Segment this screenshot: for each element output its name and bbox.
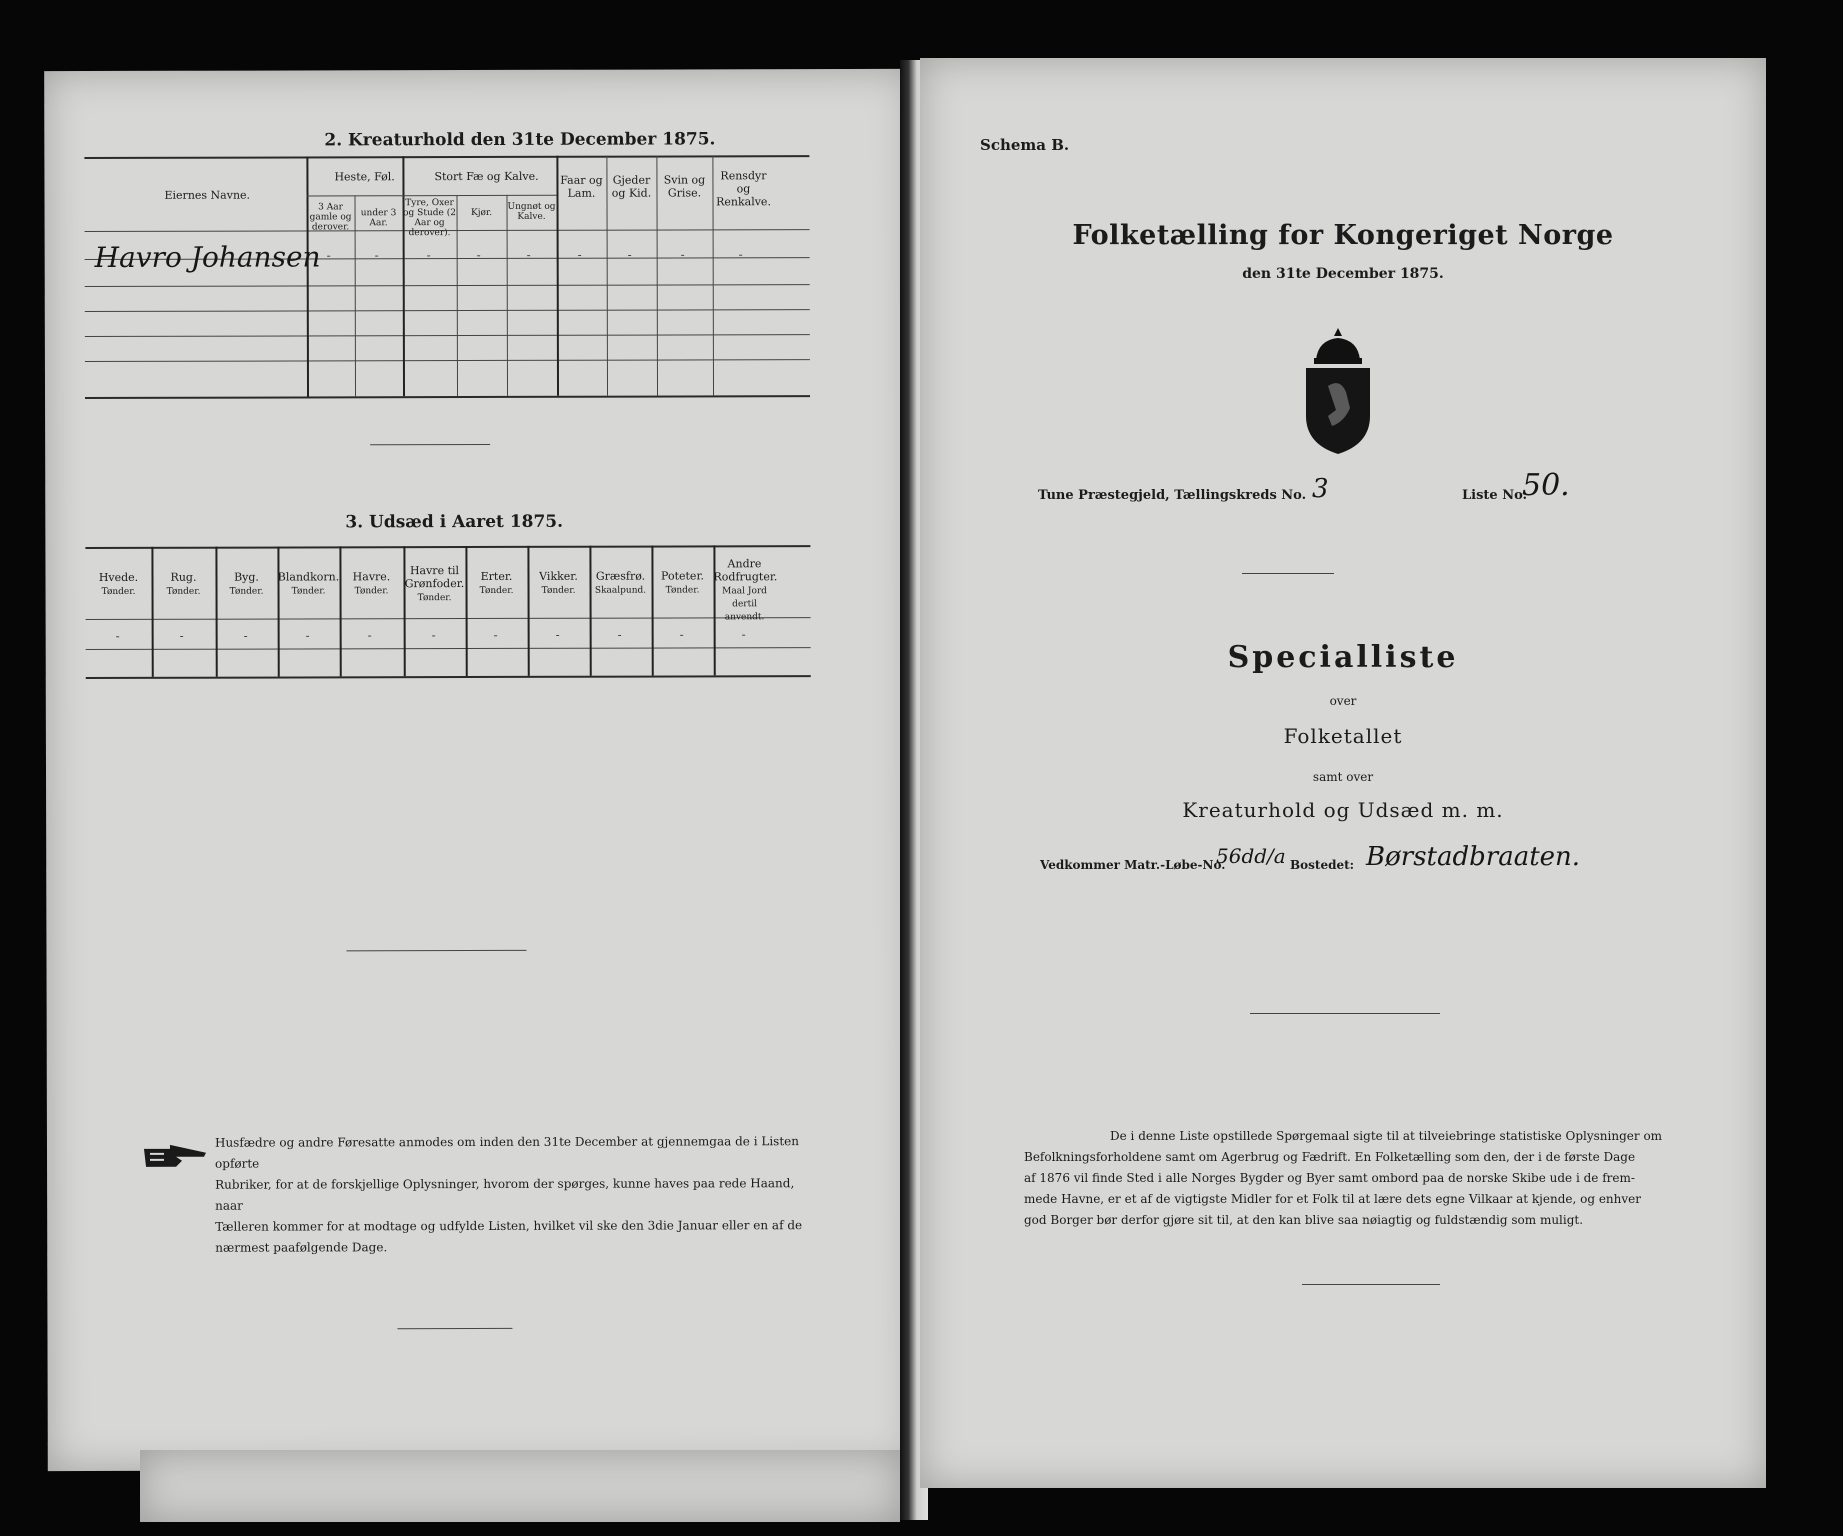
sowing-value: - bbox=[367, 628, 372, 643]
sheep-header: Faar og Lam. bbox=[560, 173, 603, 200]
matr-label: Vedkommer Matr.-Løbe-No. bbox=[1040, 858, 1226, 872]
cattle-header: Stort Fæ og Kalve. bbox=[434, 169, 539, 184]
census-date: den 31te December 1875. bbox=[1242, 266, 1444, 282]
livestock-value: - bbox=[680, 247, 685, 262]
livestock-value: - bbox=[627, 247, 632, 262]
sowing-value: - bbox=[179, 628, 184, 643]
livestock-value: - bbox=[577, 247, 582, 262]
matr-number: 56dd/a bbox=[1216, 844, 1286, 868]
livestock-value: - bbox=[426, 248, 431, 263]
reindeer-header: Rensdyr og Renkalve. bbox=[716, 169, 771, 209]
pigs-header: Svin og Grise. bbox=[663, 173, 706, 200]
notice-text: Husfædre og andre Føresatte anmodes om inden den 31te December at gjennemgaa de i Listen opførte Rubriker, for at de forskjellige Oplysninger, hvorom der spørges, kunne haves paa rede Haand, naar Tælleren kommer for at modtage og udfylde Listen, hvilket vil ske den 3die Januar eller en af de nærmest paafølgende Dage. bbox=[214, 1134, 803, 1255]
section3-title: 3. Udsæd i Aaret 1875. bbox=[345, 511, 564, 533]
cattle-sub-2: Ungnøt og Kalve. bbox=[507, 201, 556, 222]
right-page bbox=[920, 58, 1766, 1488]
sowing-header: Andre Rodfrugter. Maal Jord dertil anvendt. bbox=[713, 557, 778, 623]
livestock-value: - bbox=[526, 247, 531, 262]
kreaturhold-text: Kreaturhold og Udsæd m. m. bbox=[1182, 798, 1504, 822]
sowing-header: Rug. Tønder. bbox=[166, 570, 201, 597]
horses-sub-1: under 3 Aar. bbox=[360, 208, 397, 229]
sowing-header: Byg. Tønder. bbox=[229, 570, 264, 597]
cattle-sub-0: Tyre, Oxer og Stude (2 Aar og derover). bbox=[403, 198, 456, 239]
livestock-value: - bbox=[738, 247, 743, 262]
owner-name: Havro Johansen bbox=[94, 240, 321, 275]
sowing-value: - bbox=[679, 627, 684, 642]
coat-of-arms-icon bbox=[1298, 326, 1378, 456]
census-title: Folketælling for Kongeriget Norge bbox=[1072, 220, 1614, 251]
samt-over-text: samt over bbox=[1312, 770, 1374, 784]
sowing-header: Hvede. Tønder. bbox=[98, 570, 139, 597]
sowing-value: - bbox=[431, 628, 436, 643]
specialliste-heading: Specialliste bbox=[1227, 640, 1459, 675]
cattle-sub-1: Kjør. bbox=[470, 207, 493, 219]
livestock-value: - bbox=[326, 248, 331, 263]
sowing-header: Havre til Grønfoder. Tønder. bbox=[404, 564, 465, 604]
footer-text: De i denne Liste opstillede Spørgemaal sigte til at tilveiebringe statistiske Oplysninger om Befolkningsforholdene samt om Agerbrug og Fædrift. En Folketælling som den, der i de første Dage af 1876 vil finde Sted i alle Norges Bygder og Byer samt ombord paa de norske Skibe ude i de frem- mede Havne, er et af de vigtigste Midler for et Folk til at lære dets egne Vilkaar at kjende, og enhver god Borger bør derfor gjøre sit til, at den kan blive saa nøiagtig og fuldstændig som muligt. bbox=[1024, 1129, 1663, 1227]
sowing-header: Vikker. Tønder. bbox=[539, 569, 578, 596]
parish-number: 3 bbox=[1312, 474, 1329, 504]
sowing-header: Havre. Tønder. bbox=[352, 570, 391, 597]
sowing-value: - bbox=[305, 628, 310, 643]
livestock-value: - bbox=[476, 247, 481, 263]
sowing-header: Blandkorn. Tønder. bbox=[277, 570, 340, 597]
sowing-value: - bbox=[243, 628, 248, 643]
sowing-value: - bbox=[617, 627, 622, 642]
sowing-value: - bbox=[493, 627, 498, 642]
parish-label: Tune Præstegjeld, Tællingskreds No. bbox=[1038, 488, 1307, 503]
pointing-hand-icon bbox=[142, 1141, 212, 1171]
goats-header: Gjeder og Kid. bbox=[611, 173, 652, 200]
left-page bbox=[44, 69, 916, 1471]
list-label: Liste No. bbox=[1462, 488, 1528, 503]
bosted-value: Børstadbraaten. bbox=[1366, 842, 1581, 872]
sowing-value: - bbox=[555, 627, 560, 642]
sowing-value: - bbox=[115, 628, 120, 643]
bosted-label: Bostedet: bbox=[1290, 858, 1355, 872]
left-page-edge bbox=[140, 1450, 900, 1522]
livestock-value: - bbox=[374, 248, 379, 263]
sowing-value: - bbox=[741, 627, 746, 642]
section2-title: 2. Kreaturhold den 31te December 1875. bbox=[324, 129, 716, 151]
folketallet-text: Folketallet bbox=[1283, 724, 1403, 748]
horses-header: Heste, Føl. bbox=[334, 170, 395, 184]
list-number: 50. bbox=[1522, 468, 1570, 503]
horses-sub-0: 3 Aar gamle og derover. bbox=[309, 202, 352, 233]
sowing-header: Erter. Tønder. bbox=[479, 569, 514, 597]
owner-header: Eiernes Navne. bbox=[164, 188, 251, 202]
sowing-header: Poteter. Tønder. bbox=[660, 569, 705, 596]
over-text: over bbox=[1329, 694, 1357, 708]
schema-label: Schema B. bbox=[980, 136, 1070, 154]
sowing-header: Græsfrø. Skaalpund. bbox=[594, 569, 647, 596]
